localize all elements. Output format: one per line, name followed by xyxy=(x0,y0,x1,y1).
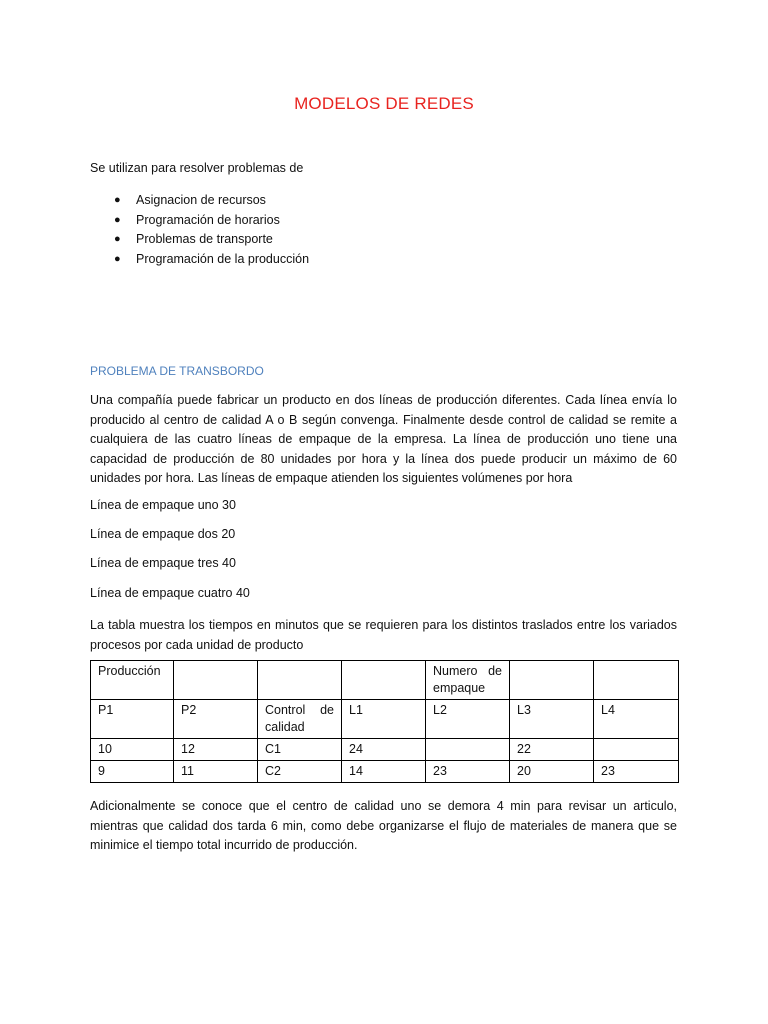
table-cell: 23 xyxy=(426,761,510,783)
packing-line-2: Línea de empaque dos 20 xyxy=(90,527,236,541)
table-cell xyxy=(426,739,510,761)
bullet-icon: ● xyxy=(114,194,121,206)
section-heading: PROBLEMA DE TRANSBORDO xyxy=(90,364,264,378)
packing-line-3: Línea de empaque tres 40 xyxy=(90,556,236,570)
table-row xyxy=(91,700,679,739)
table-cell: 10 xyxy=(91,739,174,761)
table-intro-paragraph: La tabla muestra los tiempos en minutos que se requieren para los distintos traslados entre los variados procesos por cada unidad de producto xyxy=(90,618,677,652)
table-row xyxy=(91,739,679,761)
table-cell: L4 xyxy=(594,700,679,739)
list-item-text: Problemas de transporte xyxy=(136,232,273,246)
table-cell: 23 xyxy=(594,761,679,783)
list-item xyxy=(108,250,309,270)
list-item xyxy=(108,211,309,231)
table-cell xyxy=(174,661,258,700)
packing-line-4: Línea de empaque cuatro 40 xyxy=(90,586,250,600)
table-row xyxy=(91,661,679,700)
bullet-icon: ● xyxy=(114,252,121,265)
table-cell xyxy=(594,739,679,761)
problem-paragraph: Una compañía puede fabricar un producto en dos líneas de producción diferentes. Cada línea envía lo producido al centro de calidad A o B según convenga. Finalmente desde control de calidad se remite a cualquiera de las cuatro líneas de empaque de la empresa. La línea de producción uno tiene una capacidad de producción de 80 unidades por hora y la línea dos puede producir un máximo de 60 unidades por hora. Las líneas de empaque atienden los siguientes volúmenes por hora xyxy=(90,393,677,485)
list-item-text: Programación de horarios xyxy=(136,212,280,227)
bullet-icon: ● xyxy=(114,233,121,245)
table-cell: 22 xyxy=(510,739,594,761)
list-item xyxy=(108,191,309,211)
list-item xyxy=(108,230,309,250)
table-cell: 14 xyxy=(342,761,426,783)
table-cell xyxy=(342,661,426,700)
table-cell: 24 xyxy=(342,739,426,761)
table-cell xyxy=(510,661,594,700)
document-title: MODELOS DE REDES xyxy=(294,94,474,113)
table-cell: Numero de empaque xyxy=(426,661,510,700)
bullet-icon: ● xyxy=(114,213,121,226)
table-cell: L1 xyxy=(342,700,426,739)
table-cell: C2 xyxy=(258,761,342,783)
table-cell xyxy=(594,661,679,700)
table-cell: L2 xyxy=(426,700,510,739)
table-cell: 20 xyxy=(510,761,594,783)
table-cell: C1 xyxy=(258,739,342,761)
intro-text: Se utilizan para resolver problemas de xyxy=(90,161,304,175)
table-cell: 11 xyxy=(174,761,258,783)
table-cell: L3 xyxy=(510,700,594,739)
bullet-list xyxy=(108,191,309,269)
table-cell: 9 xyxy=(91,761,174,783)
table-cell: 12 xyxy=(174,739,258,761)
table-cell: P2 xyxy=(174,700,258,739)
list-item-text: Asignacion de recursos xyxy=(136,193,266,207)
table-cell xyxy=(258,661,342,700)
packing-line-1: Línea de empaque uno 30 xyxy=(90,498,236,512)
closing-paragraph: Adicionalmente se conoce que el centro de calidad uno se demora 4 min para revisar un articulo, mientras que calidad dos tarda 6 min, como debe organizarse el flujo de materiales de manera que se minimice el tiempo total incurrido de producción. xyxy=(90,799,677,852)
table-cell: Control de calidad xyxy=(258,700,342,739)
table-row xyxy=(91,761,679,783)
times-table xyxy=(90,660,679,783)
table-cell: Producción xyxy=(91,661,174,700)
list-item-text: Programación de la producción xyxy=(136,251,310,266)
table-cell: P1 xyxy=(91,700,174,739)
